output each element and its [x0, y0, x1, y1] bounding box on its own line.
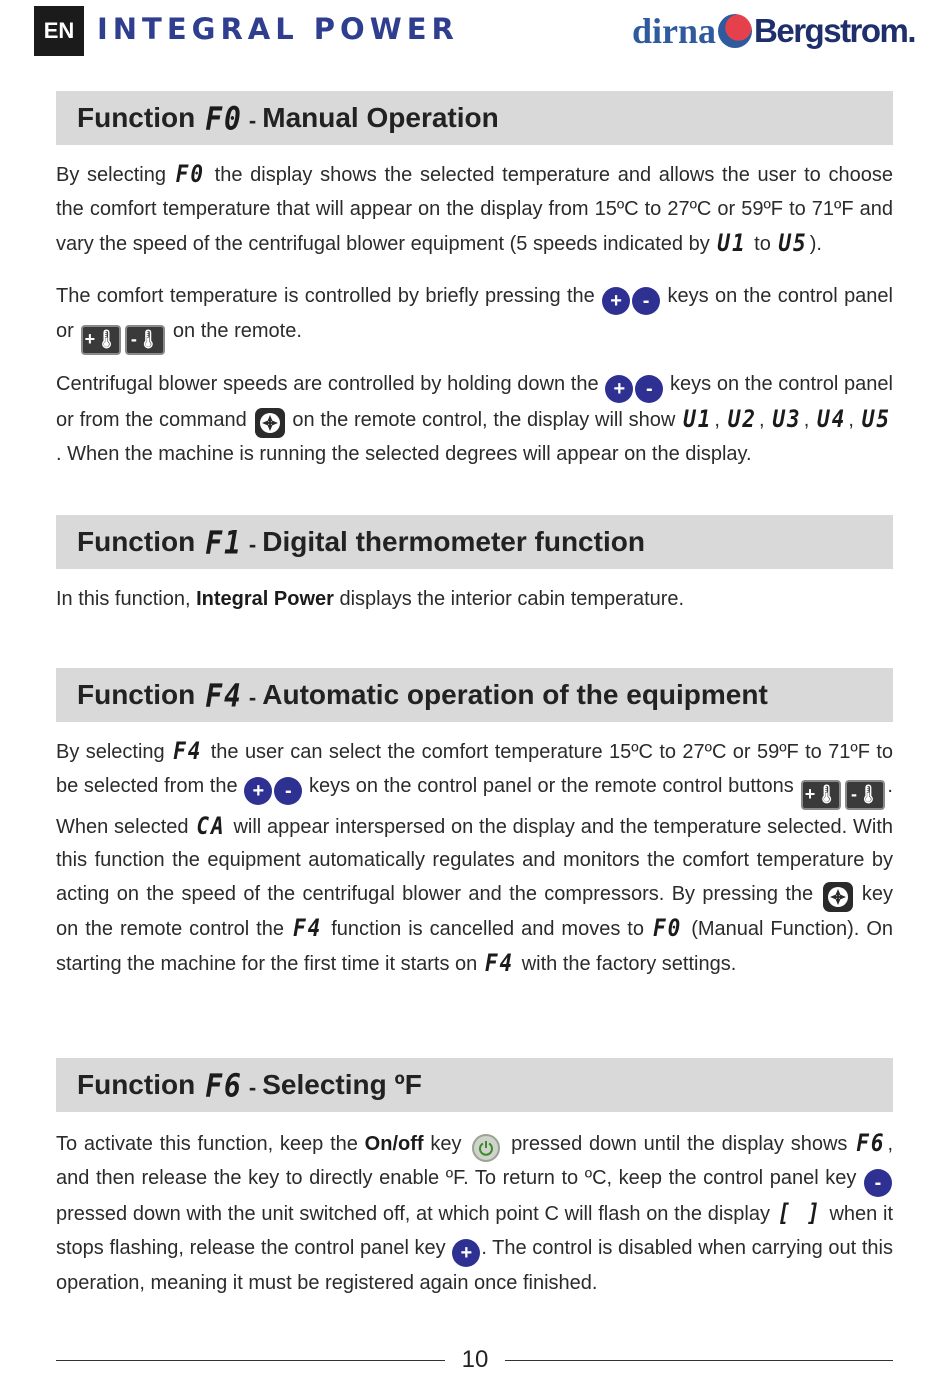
display-code: F4	[292, 914, 323, 942]
heading-dash: -	[248, 532, 257, 557]
text-run: keys on the control panel or from the command	[56, 373, 893, 431]
text-run: The comfort temperature is controlled by briefly pressing the	[56, 285, 595, 307]
page-header	[0, 0, 950, 70]
text-run: key on the remote control the	[56, 883, 893, 941]
display-code: U2	[727, 405, 758, 433]
display-code: F0	[175, 160, 205, 188]
heading-label: Function	[77, 102, 196, 133]
text-run: In this function,	[56, 588, 191, 610]
fan-icon	[255, 408, 285, 438]
text-run: To activate this function, keep the	[56, 1133, 358, 1155]
paragraph-f4	[56, 735, 893, 982]
display-code-f0: F0	[205, 99, 243, 137]
minus-key-icon: -	[274, 777, 302, 805]
brand-logo	[632, 8, 915, 54]
section-heading-f1	[56, 515, 893, 569]
text-run: to	[754, 232, 771, 255]
display-code: F6	[856, 1129, 886, 1157]
logo-dirna-text: dirna	[632, 11, 717, 51]
text-run: pressed down with the unit switched off, at which point C will flash on the display	[56, 1203, 770, 1225]
display-code: U1	[717, 228, 747, 257]
text-run: ,	[848, 409, 854, 431]
paragraph-f0-blower	[56, 368, 893, 472]
heading-title: Selecting ºF	[262, 1069, 422, 1100]
text-run: on the remote.	[172, 320, 302, 342]
text-run: ,	[759, 409, 765, 431]
display-code: U5	[861, 405, 891, 433]
text-run: pressed down until the display shows	[511, 1133, 848, 1155]
heading-label: Function	[77, 679, 196, 710]
text-run: the user can select the comfort temperature 15ºC to 27ºC or 59ºF to 71ºF to be selected from the	[56, 741, 893, 797]
bold-text: Integral Power	[196, 588, 334, 610]
text-run: . The control is disabled when carrying out this operation, meaning it must be registered again once finished.	[56, 1236, 894, 1294]
display-code: U3	[772, 405, 802, 433]
bold-text: On/off	[364, 1133, 424, 1155]
display-code-f1: F1	[205, 523, 243, 561]
minus-key-icon: -	[864, 1169, 892, 1197]
display-code: F0	[652, 914, 683, 942]
text-run: displays the interior cabin temperature.	[339, 588, 685, 610]
heading-dash: -	[248, 108, 257, 133]
display-code-f6: F6	[205, 1066, 243, 1104]
brand-title: INTEGRAL POWER	[97, 12, 459, 46]
text-run: ).	[809, 232, 822, 255]
display-code-f4: F4	[205, 676, 243, 714]
heading-dash: -	[248, 1075, 257, 1100]
language-badge: EN	[34, 6, 84, 56]
text-run: Centrifugal blower speeds are controlled by holding down the	[56, 373, 599, 395]
paragraph-f6	[56, 1127, 893, 1301]
footer-divider-right	[505, 1360, 893, 1361]
fan-icon	[823, 882, 853, 912]
text-run: the display shows the selected temperature and allows the user to choose the comfort temperature that will appear on the display from 15ºC to 27ºC or 59ºF to 71ºF and vary the speed of the centrifugal blower equipment (5 speeds indicated by	[56, 164, 893, 255]
section-heading-f6	[56, 1058, 893, 1112]
plus-key-icon: +	[244, 777, 272, 805]
text-run: when it stops flashing, release the control panel key	[56, 1203, 893, 1259]
page-number: 10	[461, 1346, 489, 1373]
heading-title: Automatic operation of the equipment	[262, 679, 768, 710]
text-run: By selecting	[56, 164, 166, 186]
section-heading-f0	[56, 91, 893, 145]
minus-key-icon: -	[632, 287, 660, 315]
text-run: , and then release the key to directly enable ºF. To return to ºC, keep the control panel key	[56, 1133, 894, 1189]
text-run: on the remote control, the display will show	[292, 409, 676, 431]
text-run: keys on the control panel or	[56, 285, 893, 342]
remote-plus-temp-icon: +🌡	[81, 325, 121, 355]
display-code: [ ]	[777, 1199, 822, 1227]
paragraph-f1	[56, 583, 893, 617]
text-run: . When selected	[56, 774, 893, 838]
text-run: keys on the control panel or the remote control buttons	[308, 774, 794, 797]
power-icon	[472, 1134, 500, 1162]
text-run: By selecting	[56, 741, 165, 763]
display-code: F4	[484, 949, 515, 977]
plus-key-icon: +	[452, 1239, 480, 1267]
paragraph-f0-temperature	[56, 280, 893, 355]
remote-minus-temp-icon: -🌡	[845, 780, 885, 810]
display-code: U5	[778, 228, 808, 257]
remote-plus-temp-icon: +🌡	[801, 780, 841, 810]
plus-key-icon: +	[602, 287, 630, 315]
footer-divider-left	[56, 1360, 445, 1361]
heading-label: Function	[77, 526, 196, 557]
display-code: CA	[196, 811, 226, 840]
heading-title: Digital thermometer function	[262, 526, 645, 557]
text-run: ,	[714, 409, 720, 431]
text-run: with the factory settings.	[521, 953, 737, 976]
plus-key-icon: +	[605, 375, 633, 403]
display-code: U4	[817, 405, 847, 433]
text-run: . When the machine is running the selected degrees will appear on the display.	[56, 443, 752, 465]
logo-bergstrom-text: Bergstrom.	[754, 12, 916, 49]
text-run: (Manual Function). On starting the machine for the first time it starts on	[56, 918, 894, 976]
text-run: function is cancelled and moves to	[331, 918, 644, 941]
text-run: ,	[803, 409, 810, 431]
remote-minus-temp-icon: -🌡	[125, 325, 165, 355]
heading-title: Manual Operation	[262, 102, 499, 133]
text-run: will appear interspersed on the display and the temperature selected. With this function the equipment automatically regulates and monitors the comfort temperature by acting on the speed of the centrifugal blower and the compressors. By pressing the	[56, 815, 893, 906]
display-code: U1	[683, 405, 713, 433]
heading-dash: -	[248, 685, 257, 710]
section-heading-f4	[56, 668, 893, 722]
display-code: F4	[173, 737, 203, 765]
text-run: key	[430, 1133, 462, 1155]
heading-label: Function	[77, 1069, 196, 1100]
minus-key-icon: -	[635, 375, 663, 403]
paragraph-f0-intro	[56, 158, 893, 261]
globe-icon	[718, 14, 752, 48]
